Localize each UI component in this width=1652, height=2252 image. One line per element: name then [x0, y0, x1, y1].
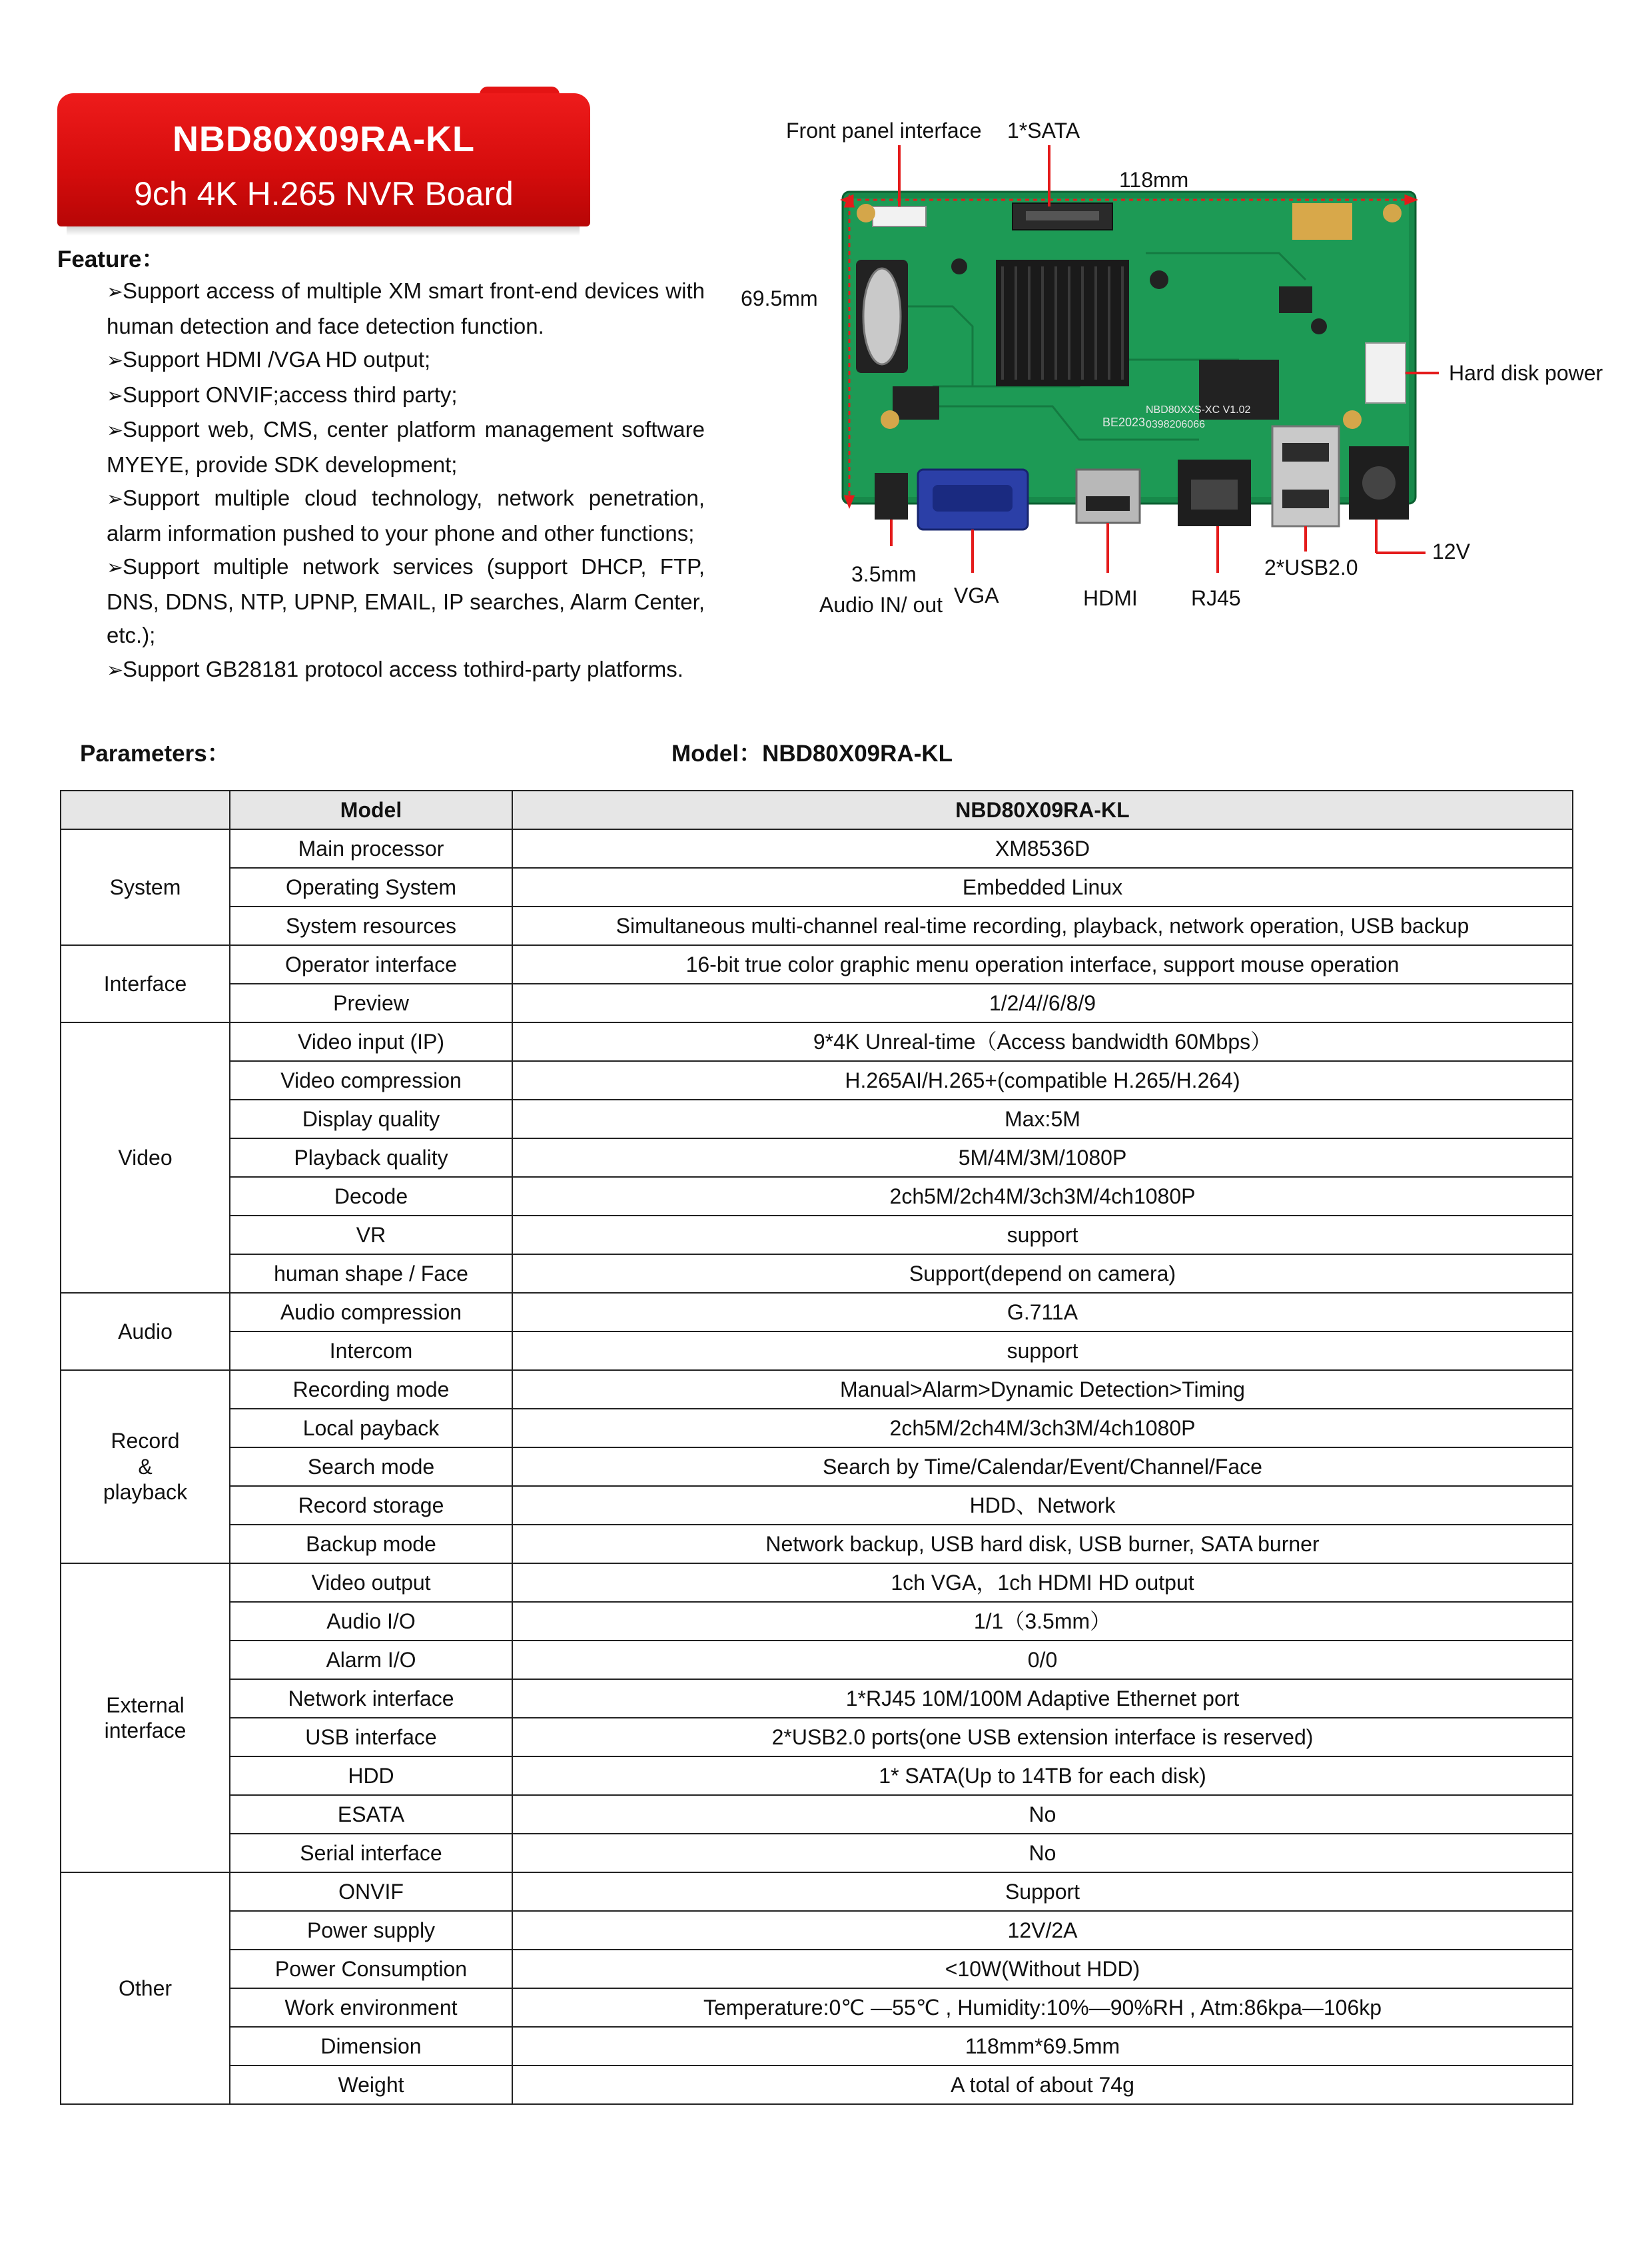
- front-panel-label: Front panel interface: [786, 119, 982, 143]
- usb-slot: [1282, 443, 1329, 462]
- arrow-bullet-icon: ➢: [107, 659, 124, 681]
- param-cell: Display quality: [230, 1100, 512, 1138]
- param-cell: Record storage: [230, 1486, 512, 1525]
- front-panel-connector: [873, 206, 926, 226]
- table-row: [61, 1834, 1573, 1872]
- value-cell: support: [512, 1331, 1573, 1370]
- table-row: [61, 1563, 1573, 1602]
- table-row: [61, 1911, 1573, 1950]
- group-cell-audio: Audio: [61, 1293, 230, 1370]
- table-row: [61, 1602, 1573, 1641]
- value-cell: No: [512, 1834, 1573, 1872]
- param-cell: Alarm I/O: [230, 1641, 512, 1679]
- pcb-silkscreen: 0398206066: [1146, 419, 1205, 430]
- param-cell: Video input (IP): [230, 1022, 512, 1061]
- table-row: [61, 1447, 1573, 1486]
- feature-item: ➢Support ONVIF;access third party;: [107, 378, 705, 414]
- value-cell: 12V/2A: [512, 1911, 1573, 1950]
- param-cell: Intercom: [230, 1331, 512, 1370]
- table-row: [61, 1756, 1573, 1795]
- param-cell: Power Consumption: [230, 1950, 512, 1988]
- table-row: [61, 1409, 1573, 1447]
- dc-12v-label: 12V: [1432, 540, 1470, 563]
- table-row: [61, 1486, 1573, 1525]
- product-model-title: NBD80X09RA-KL: [172, 119, 476, 159]
- feature-item: ➢Support multiple network services (support DHCP, FTP, DNS, DDNS, NTP, UPNP, EMAIL, IP searches, Alarm Center, etc.);: [107, 550, 705, 653]
- hdmi-socket: [1086, 496, 1130, 511]
- value-cell: Network backup, USB hard disk, USB burner, SATA burner: [512, 1525, 1573, 1563]
- gold-pad: [1292, 203, 1352, 240]
- sata-label: 1*SATA: [1007, 119, 1080, 143]
- param-cell: Operator interface: [230, 945, 512, 984]
- value-cell: Support: [512, 1872, 1573, 1911]
- table-row: [61, 1795, 1573, 1834]
- pcb-silkscreen: NBD80XXS-XC V1.02: [1146, 404, 1251, 416]
- table-row: [61, 1100, 1573, 1138]
- rj45-socket: [1191, 480, 1238, 510]
- value-cell: 16-bit true color graphic menu operation interface, support mouse operation: [512, 945, 1573, 984]
- value-cell: Simultaneous multi-channel real-time recording, playback, network operation, USB backup: [512, 907, 1573, 945]
- param-cell: Search mode: [230, 1447, 512, 1486]
- value-cell: 2ch5M/2ch4M/3ch3M/4ch1080P: [512, 1409, 1573, 1447]
- param-cell: Weight: [230, 2065, 512, 2104]
- capacitor: [1150, 270, 1168, 289]
- ic-chip: [893, 386, 939, 420]
- group-cell-interface: Interface: [61, 945, 230, 1022]
- table-row: [61, 1525, 1573, 1563]
- table-row: [61, 984, 1573, 1022]
- param-cell: Video output: [230, 1563, 512, 1602]
- audio-jack: [875, 473, 908, 520]
- value-cell: 9*4K Unreal-time（Access bandwidth 60Mbps）: [512, 1022, 1573, 1061]
- arrow-bullet-icon: ➢: [107, 488, 124, 510]
- capacitor: [951, 258, 967, 274]
- product-subtitle: 9ch 4K H.265 NVR Board: [134, 175, 514, 212]
- table-row: [61, 1216, 1573, 1254]
- table-header-row: [61, 791, 1573, 829]
- hdd-power-connector: [1366, 343, 1406, 403]
- value-cell: G.711A: [512, 1293, 1573, 1331]
- param-cell: Main processor: [230, 829, 512, 868]
- value-cell: 5M/4M/3M/1080P: [512, 1138, 1573, 1177]
- value-cell: 0/0: [512, 1641, 1573, 1679]
- table-row: [61, 2065, 1573, 2104]
- width-label: 118mm: [1119, 168, 1189, 192]
- table-row: [61, 1331, 1573, 1370]
- usb-label: 2*USB2.0: [1264, 556, 1358, 579]
- value-cell: 1/2/4//6/8/9: [512, 984, 1573, 1022]
- feature-item: ➢Support access of multiple XM smart front-end devices with human detection and face detection function.: [107, 274, 705, 343]
- arrow-bullet-icon: ➢: [107, 557, 124, 579]
- value-cell: 1/1（3.5mm）: [512, 1602, 1573, 1641]
- param-cell: Operating System: [230, 868, 512, 907]
- sata-slot: [1026, 211, 1099, 220]
- capacitor: [1311, 318, 1327, 334]
- table-row: [61, 1950, 1573, 1988]
- arrow-bullet-icon: ➢: [107, 384, 124, 407]
- table-row: [61, 945, 1573, 984]
- value-cell: 1ch VGA，1ch HDMI HD output: [512, 1563, 1573, 1602]
- param-cell: USB interface: [230, 1718, 512, 1756]
- vga-label: VGA: [954, 583, 999, 607]
- feature-list: [107, 274, 705, 687]
- mount-hole: [1343, 410, 1362, 429]
- rj45-label: RJ45: [1191, 586, 1241, 610]
- title-banner: [57, 93, 590, 226]
- table-row: [61, 907, 1573, 945]
- table-row: [61, 2027, 1573, 2065]
- height-label: 69.5mm: [741, 286, 818, 310]
- value-cell: Manual>Alarm>Dynamic Detection>Timing: [512, 1370, 1573, 1409]
- dc-jack-socket: [1362, 466, 1396, 500]
- param-cell: Recording mode: [230, 1370, 512, 1409]
- param-cell: ESATA: [230, 1795, 512, 1834]
- value-cell: 1* SATA(Up to 14TB for each disk): [512, 1756, 1573, 1795]
- audio-io-label: Audio IN/ out: [819, 593, 943, 617]
- header-cell: NBD80X09RA-KL: [512, 791, 1573, 829]
- value-cell: Support(depend on camera): [512, 1254, 1573, 1293]
- table-row: [61, 1293, 1573, 1331]
- mount-hole: [1383, 204, 1402, 222]
- feature-item: ➢Support GB28181 protocol access tothird-party platforms.: [107, 653, 705, 688]
- param-cell: Preview: [230, 984, 512, 1022]
- usb-slot: [1282, 490, 1329, 508]
- value-cell: Embedded Linux: [512, 868, 1573, 907]
- arrow-bullet-icon: ➢: [107, 281, 124, 303]
- table-row: [61, 1679, 1573, 1718]
- header-cell: [61, 791, 230, 829]
- param-cell: Backup mode: [230, 1525, 512, 1563]
- mount-hole: [881, 410, 899, 429]
- table-row: [61, 1641, 1573, 1679]
- value-cell: Search by Time/Calendar/Event/Channel/Face: [512, 1447, 1573, 1486]
- param-cell: Decode: [230, 1177, 512, 1216]
- pcb-silkscreen: BE2023: [1102, 416, 1146, 429]
- arrow-bullet-icon: ➢: [107, 350, 124, 372]
- param-cell: Playback quality: [230, 1138, 512, 1177]
- feature-item: ➢Support HDMI /VGA HD output;: [107, 343, 705, 378]
- param-cell: Audio compression: [230, 1293, 512, 1331]
- param-cell: ONVIF: [230, 1872, 512, 1911]
- table-row: [61, 1370, 1573, 1409]
- table-row: [61, 868, 1573, 907]
- ic-chip: [1279, 286, 1312, 313]
- param-cell: Video compression: [230, 1061, 512, 1100]
- param-cell: HDD: [230, 1756, 512, 1795]
- group-cell-external-interface: External interface: [61, 1563, 230, 1872]
- param-cell: Audio I/O: [230, 1602, 512, 1641]
- table-row: [61, 1138, 1573, 1177]
- value-cell: support: [512, 1216, 1573, 1254]
- param-cell: Network interface: [230, 1679, 512, 1718]
- value-cell: 2ch5M/2ch4M/3ch3M/4ch1080P: [512, 1177, 1573, 1216]
- group-cell-video: Video: [61, 1022, 230, 1293]
- value-cell: A total of about 74g: [512, 2065, 1573, 2104]
- spec-table: [60, 790, 1573, 2105]
- group-cell-other: Other: [61, 1872, 230, 2104]
- header-cell: Model: [230, 791, 512, 829]
- parameters-heading: Parameters：: [80, 741, 230, 767]
- param-cell: Local payback: [230, 1409, 512, 1447]
- param-cell: Dimension: [230, 2027, 512, 2065]
- table-row: [61, 1254, 1573, 1293]
- param-cell: Work environment: [230, 1988, 512, 2027]
- group-cell-record-playback: Record & playback: [61, 1370, 230, 1563]
- vga-socket: [933, 485, 1013, 512]
- group-cell-system: System: [61, 829, 230, 945]
- arrow-bullet-icon: ➢: [107, 420, 124, 442]
- table-row: [61, 829, 1573, 868]
- value-cell: 2*USB2.0 ports(one USB extension interface is reserved): [512, 1718, 1573, 1756]
- hdmi-label: HDMI: [1083, 586, 1138, 610]
- feature-item: ➢Support web, CMS, center platform management software MYEYE, provide SDK development;: [107, 413, 705, 482]
- table-row: [61, 1718, 1573, 1756]
- param-cell: human shape / Face: [230, 1254, 512, 1293]
- value-cell: Max:5M: [512, 1100, 1573, 1138]
- table-row: [61, 1022, 1573, 1061]
- usb-ports: [1272, 426, 1339, 526]
- param-cell: Power supply: [230, 1911, 512, 1950]
- table-row: [61, 1988, 1573, 2027]
- board-figure: [733, 107, 1652, 639]
- param-cell: System resources: [230, 907, 512, 945]
- value-cell: No: [512, 1795, 1573, 1834]
- value-cell: H.265AI/H.265+(compatible H.265/H.264): [512, 1061, 1573, 1100]
- value-cell: XM8536D: [512, 829, 1573, 868]
- mount-hole: [857, 204, 875, 222]
- table-row: [61, 1061, 1573, 1100]
- coin-battery: [863, 268, 901, 364]
- value-cell: <10W(Without HDD): [512, 1950, 1573, 1988]
- value-cell: HDD、Network: [512, 1486, 1573, 1525]
- table-row: [61, 1872, 1573, 1911]
- feature-item: ➢Support multiple cloud technology, network penetration, alarm information pushed to your phone and other functions;: [107, 482, 705, 550]
- audio-size-label: 3.5mm: [851, 562, 917, 586]
- value-cell: Temperature:0℃ —55℃ , Humidity:10%—90%RH , Atm:86kpa—106kp: [512, 1988, 1573, 2027]
- hdd-power-label: Hard disk power: [1449, 361, 1603, 385]
- param-cell: VR: [230, 1216, 512, 1254]
- value-cell: 118mm*69.5mm: [512, 2027, 1573, 2065]
- banner-shadow: [67, 226, 580, 236]
- param-cell: Serial interface: [230, 1834, 512, 1872]
- model-heading: Model：NBD80X09RA-KL: [671, 741, 953, 767]
- feature-heading: Feature：: [57, 246, 165, 272]
- table-row: [61, 1177, 1573, 1216]
- value-cell: 1*RJ45 10M/100M Adaptive Ethernet port: [512, 1679, 1573, 1718]
